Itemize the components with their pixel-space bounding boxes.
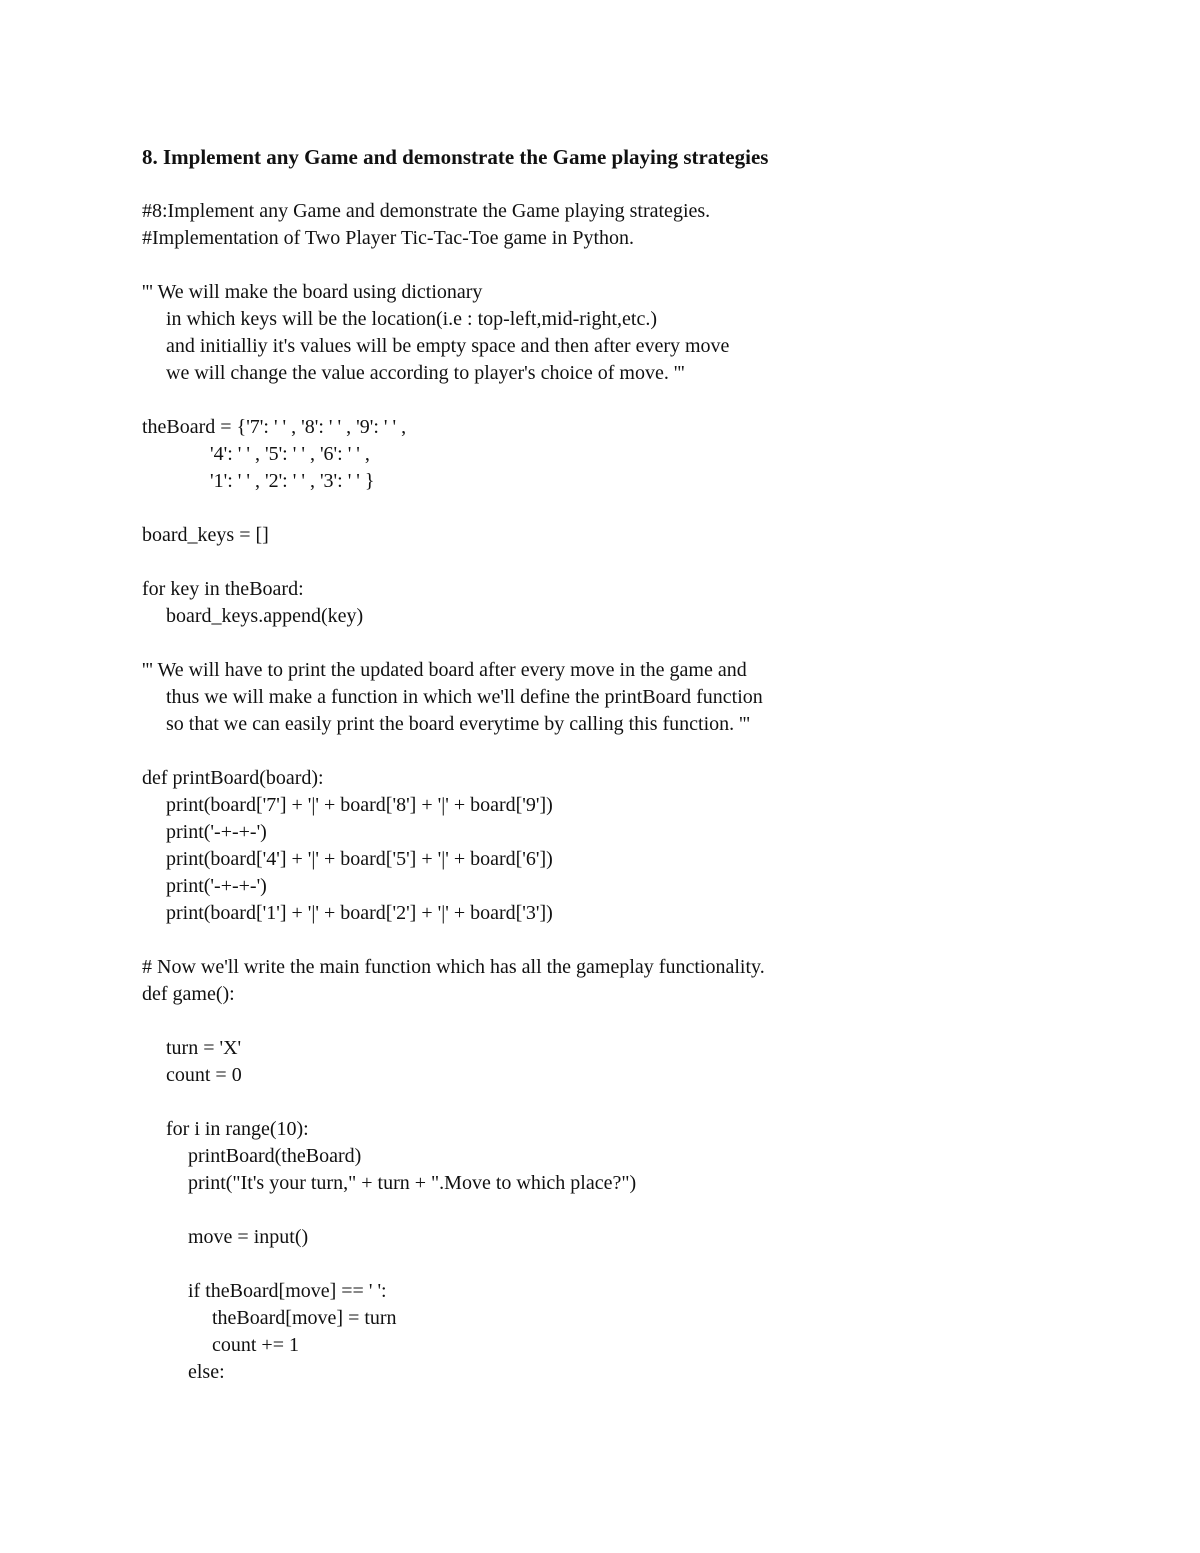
- code-line: if theBoard[move] == ' ':: [188, 1280, 387, 1302]
- code-line: so that we can easily print the board everytime by calling this function. ''': [166, 713, 750, 735]
- code-line: count = 0: [166, 1064, 242, 1086]
- code-line: count += 1: [212, 1334, 299, 1356]
- code-line: def printBoard(board):: [142, 767, 324, 789]
- code-line: else:: [188, 1361, 225, 1383]
- code-line: print('-+-+-'): [166, 875, 267, 897]
- code-line: print(board['1'] + '|' + board['2'] + '|' + board['3']): [166, 902, 553, 924]
- code-line: theBoard = {'7': ' ' , '8': ' ' , '9': ' ' ,: [142, 416, 407, 438]
- code-line: [142, 495, 1142, 522]
- code-line: print(board['7'] + '|' + board['8'] + '|' + board['9']): [166, 794, 553, 816]
- code-line: ''' We will have to print the updated board after every move in the game and: [142, 659, 747, 681]
- code-line: '4': ' ' , '5': ' ' , '6': ' ' ,: [210, 443, 370, 465]
- code-line: printBoard(theBoard): [188, 1145, 362, 1167]
- code-line: [142, 1251, 1142, 1278]
- code-line: in which keys will be the location(i.e : top-left,mid-right,etc.): [166, 308, 657, 330]
- code-line: for i in range(10):: [166, 1118, 309, 1140]
- code-line: print(board['4'] + '|' + board['5'] + '|' + board['6']): [166, 848, 553, 870]
- code-line: [142, 252, 1142, 279]
- code-line: [142, 1089, 1142, 1116]
- code-line: '1': ' ' , '2': ' ' , '3': ' ' }: [210, 470, 375, 492]
- code-line: def game():: [142, 983, 235, 1005]
- code-line: [142, 1008, 1142, 1035]
- code-line: print("It's your turn," + turn + ".Move to which place?"): [188, 1172, 637, 1194]
- code-line: thus we will make a function in which we'll define the printBoard function: [166, 686, 763, 708]
- code-listing: [142, 198, 1142, 1386]
- code-line: ''' We will make the board using dictionary: [142, 281, 483, 303]
- code-line: print('-+-+-'): [166, 821, 267, 843]
- code-line: #8:Implement any Game and demonstrate the Game playing strategies.: [142, 200, 711, 222]
- code-line: and initialliy it's values will be empty space and then after every move: [166, 335, 730, 357]
- code-line: move = input(): [188, 1226, 309, 1248]
- code-line: board_keys.append(key): [166, 605, 364, 627]
- code-line: [142, 927, 1142, 954]
- code-line: board_keys = []: [142, 524, 269, 546]
- code-line: for key in theBoard:: [142, 578, 304, 600]
- code-line: [142, 1197, 1142, 1224]
- code-line: [142, 630, 1142, 657]
- section-heading: 8. Implement any Game and demonstrate the Game playing strategies: [142, 145, 769, 169]
- code-line: turn = 'X': [166, 1037, 242, 1059]
- code-line: # Now we'll write the main function which has all the gameplay functionality.: [142, 956, 765, 978]
- code-line: [142, 549, 1142, 576]
- code-line: [142, 738, 1142, 765]
- code-line: #Implementation of Two Player Tic-Tac-Toe game in Python.: [142, 227, 635, 249]
- code-line: [142, 387, 1142, 414]
- code-line: theBoard[move] = turn: [212, 1307, 397, 1329]
- code-line: we will change the value according to player's choice of move. ''': [166, 362, 685, 384]
